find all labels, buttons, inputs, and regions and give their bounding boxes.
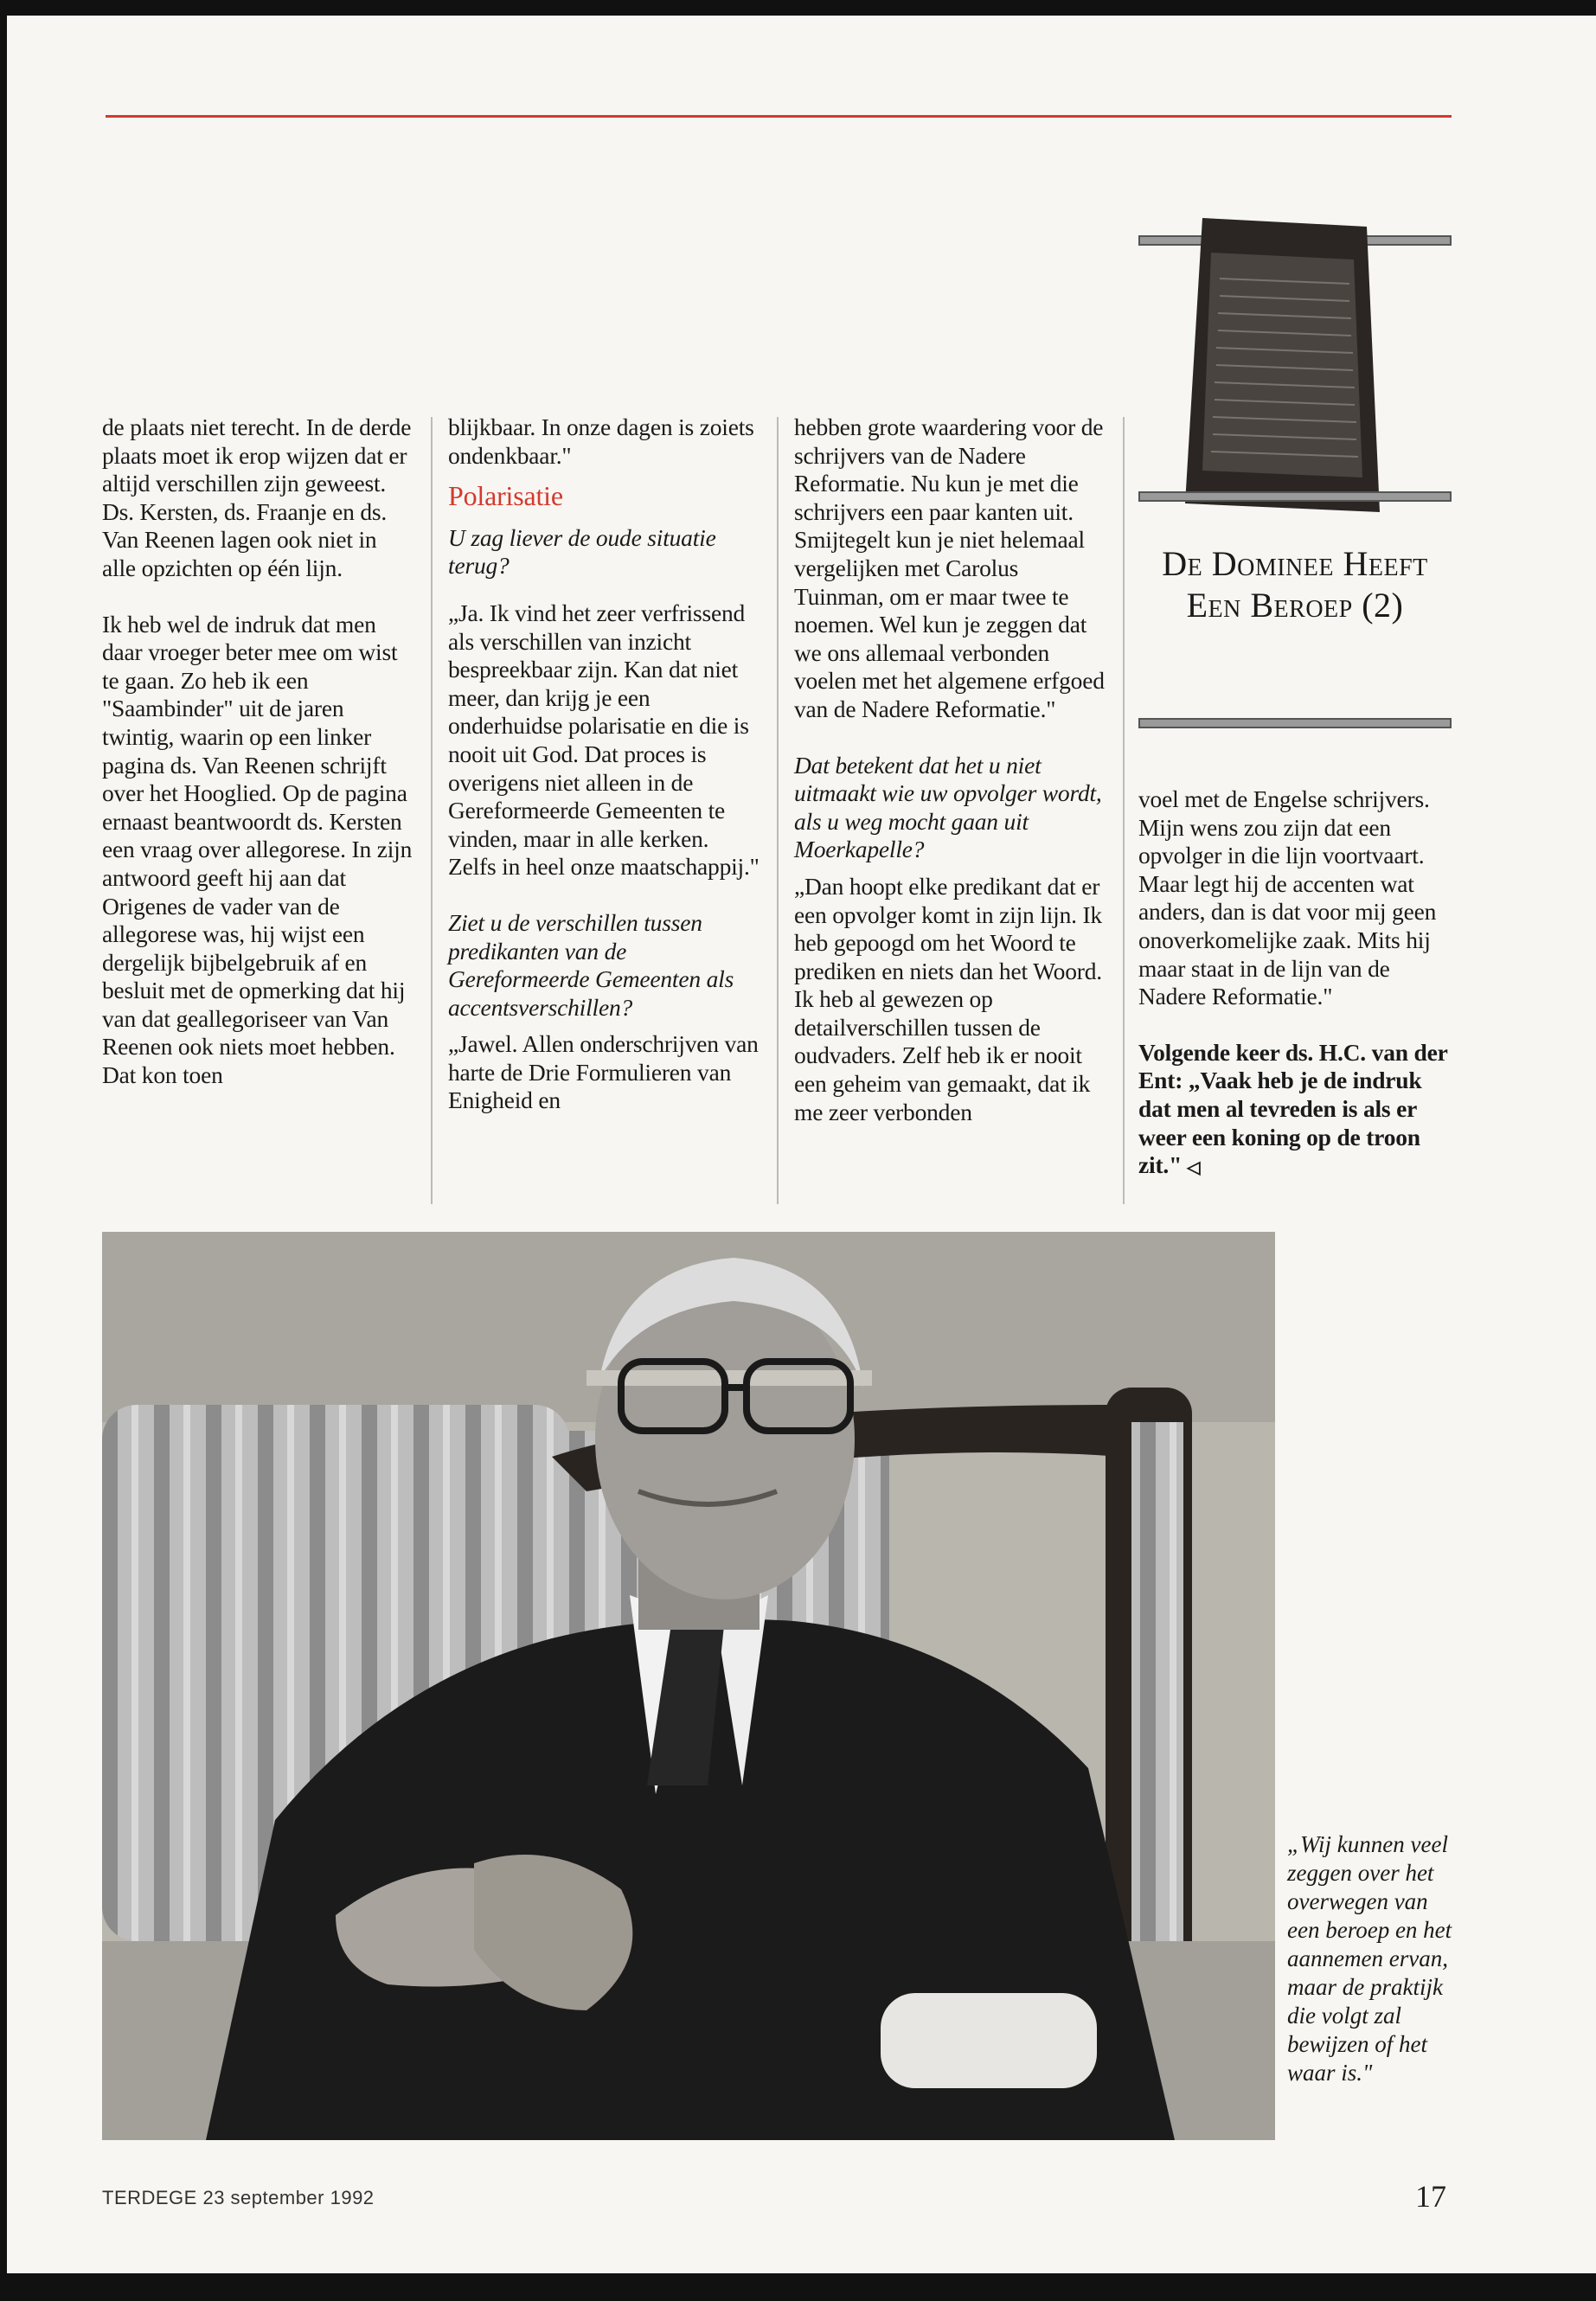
title-bar-middle: [1138, 491, 1452, 502]
article-column-2: [448, 413, 760, 1115]
end-mark-icon: ◁: [1187, 1158, 1201, 1178]
subheading-polarisatie: Polarisatie: [448, 480, 563, 512]
paragraph: blijkbaar. In onze dagen is zoiets ondenkbaar.": [448, 413, 754, 469]
photo-caption: „Wij kunnen veel zeggen over het overwegen van een beroep en het aannemen ervan, maar de praktijk die volgt zal bewijzen of het waar is.": [1287, 1831, 1452, 2086]
portrait-photo-image: [102, 1232, 1275, 2140]
interview-question: Dat betekent dat het u niet uitmaakt wie uw opvolger wordt, als u weg mocht gaan uit Moerkapelle?: [794, 751, 1102, 863]
column-rule-1: [431, 417, 433, 1204]
interview-answer: „Dan hoopt elke predikant dat er een opvolger komt in zijn lijn. Ik heb gepoogd om het Woord te prediken en niets dan het Woord. Ik heb al gewezen op detailverschillen tussen de oudvaders. Zelf heb ik er nooit een geheim van gemaakt, dat ik me zeer verbonden: [794, 872, 1102, 1125]
section-title: De Dominee Heeft Een Beroep (2): [1162, 544, 1428, 625]
scan-edge-bottom: [0, 2273, 1596, 2301]
interview-answer: „Ja. Ik vind het zeer verfrissend als verschillen van inzicht bespreekbaar zijn. Kan dat niet meer, dan krijg je een onderhuidse polarisatie en die is nooit uit God. Dat proces is overigens niet alleen in de Gereformeerde Gemeenten te vinden, maar in alle kerken. Zelfs in heel onze maatschappij.": [448, 599, 760, 881]
scan-edge-left: [0, 0, 7, 2301]
scan-edge-top: [0, 0, 1596, 16]
next-episode-text: Volgende keer ds. H.C. van der Ent: „Vaak heb je de indruk dat men al tevreden is als er weer een koning op de troon zit.": [1138, 1038, 1448, 1179]
paragraph: Ik heb wel de indruk dat men daar vroeger beter mee om wist te gaan. Zo heb ik een "Saambinder" uit de jaren twintig, waarin op een linker pagina ds. Van Reenen schrijft over het Hooglied. Op de pagina ernaast beantwoordt ds. Kersten een vraag over allegorese. In zijn antwoord geeft hij aan dat Origenes de vader van de allegorese was, hij wijst een dergelijk bijbelgebruik af en besluit met de opmerking dat hij van dat geallegoriseer van Van Reenen ook niets moet hebben. Dat kon toen: [102, 610, 413, 1089]
interview-answer: „Jawel. Allen onderschrijven van harte de Drie Formulieren van Enigheid en: [448, 1030, 759, 1114]
column-rule-3: [1123, 417, 1125, 1204]
page-number: 17: [1415, 2179, 1446, 2214]
plaque-illustration: [1168, 218, 1393, 512]
interview-question: U zag liever de oude situatie terug?: [448, 523, 716, 580]
paragraph: voel met de Engelse schrijvers. Mijn wens zou zijn dat een opvolger in die lijn voortvaart. Maar legt hij de accenten wat anders, dan is dat voor mij geen onoverkomelijke zaak. Mits hij maar staat in de lijn van de Nadere Reformatie.": [1138, 785, 1437, 1010]
portrait-photo: [102, 1232, 1275, 2140]
header-rule: [106, 115, 1452, 118]
article-column-3: [794, 413, 1106, 1126]
article-column-4: [1138, 785, 1450, 1183]
next-episode-teaser: [1138, 1039, 1450, 1183]
article-column-1: [102, 413, 413, 1090]
paragraph: de plaats niet terecht. In de derde plaats moet ik erop wijzen dat er altijd verschillen zijn geweest. Ds. Kersten, ds. Fraanje en ds. Van Reenen lagen ook niet in alle opzichten op één lijn.: [102, 413, 412, 581]
title-bar-bottom: [1138, 718, 1452, 728]
interview-question: Ziet u de verschillen tussen predikanten van de Gereformeerde Gemeenten als accentsverschillen?: [448, 908, 734, 1021]
footer-publication: TERDEGE 23 september 1992: [102, 2187, 375, 2208]
column-rule-2: [777, 417, 779, 1204]
paragraph: hebben grote waardering voor de schrijvers van de Nadere Reformatie. Nu kun je met die schrijvers een paar kanten uit. Smijtegelt kun je niet helemaal vergelijken met Carolus Tuinman, om er maar twee te noemen. Wel kun je zeggen dat we ons allemaal verbonden voelen met het algemene erfgoed van de Nadere Reformatie.": [794, 413, 1105, 722]
